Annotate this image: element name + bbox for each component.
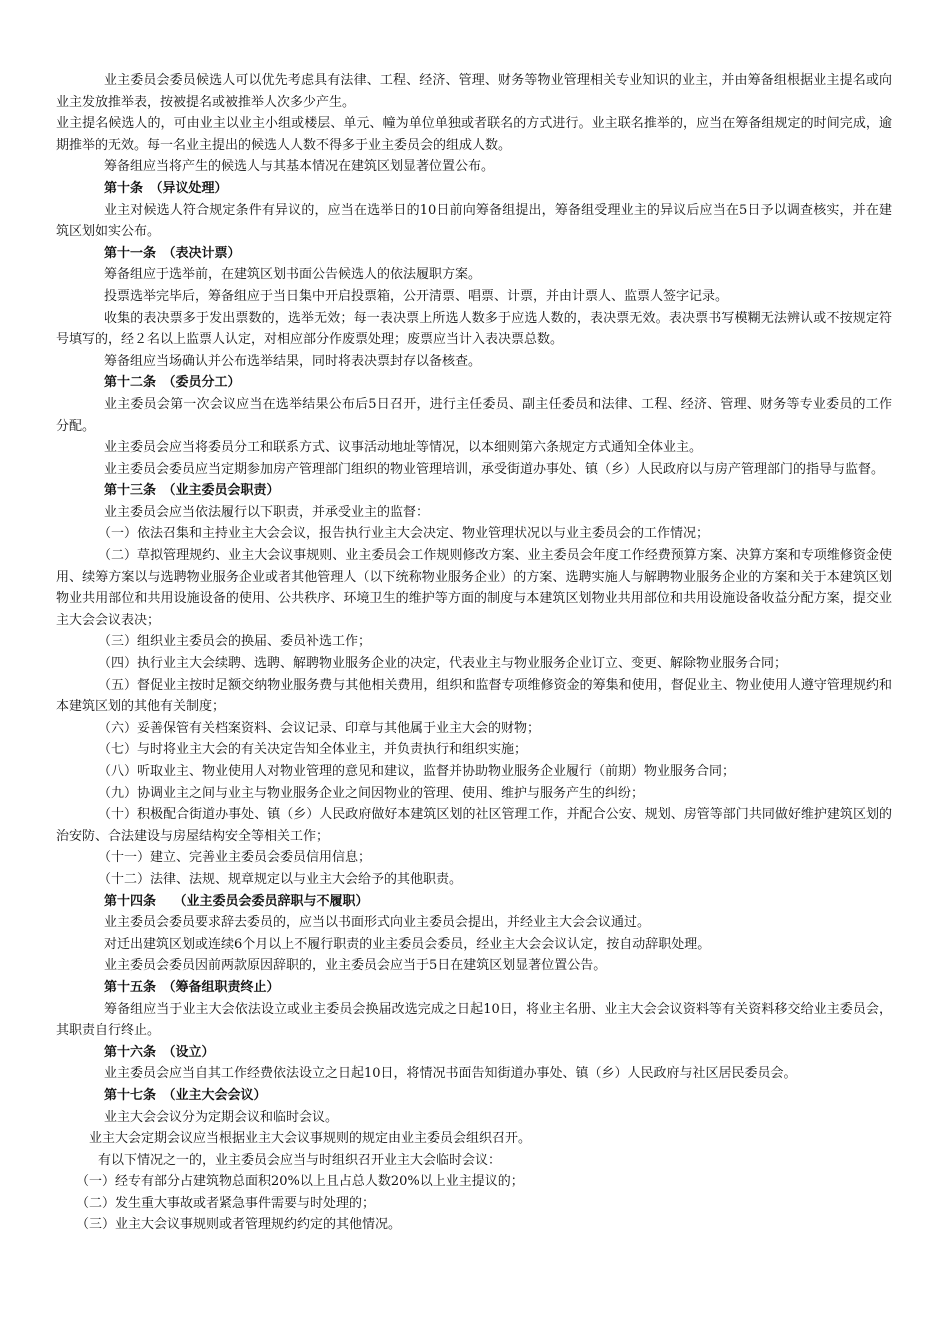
article-heading: 第十六条 （设立） [104,1044,215,1060]
body-paragraph: （六）妥善保管有关档案资料、会议记录、印章与其他属于业主大会的财物； [98,720,541,736]
body-paragraph: （十）积极配合街道办事处、镇（乡）人民政府做好本建筑区划的社区管理工作，并配合公安、规划、房管等部门共同做好维护建筑区划的治安防、合法建设与房屋结构安全等相关工作； [56,807,892,844]
body-paragraph: 业主委员会委员因前两款原因辞职的，业主委员会应当于5日在建筑区划显著位置公告。 [104,958,607,974]
body-paragraph: 业主委员会应当将委员分工和联系方式、议事活动地址等情况，以本细则第六条规定方式通知全体业主。 [104,440,703,456]
body-paragraph: 业主委员会应当依法履行以下职责，并承受业主的监督： [104,504,430,520]
article-heading: 第十二条 （委员分工） [104,375,241,391]
body-paragraph: 业主委员会委员候选人可以优先考虑具有法律、工程、经济、管理、财务等物业管理相关专业知识的业主，并由筹备组根据业主提名或向业主发放推举表，按被提名或被推举人次多少产生。 [56,73,892,110]
body-paragraph: 筹备组应当将产生的候选人与其基本情况在建筑区划显著位置公布。 [104,159,495,175]
body-paragraph: （九）协调业主之间与业主与物业服务企业之间因物业的管理、使用、维护与服务产生的纠纷； [98,785,645,801]
article-heading: 第十一条 （表决计票） [104,245,241,261]
body-paragraph: （一）经专有部分占建筑物总面积20%以上且占总人数20%以上业主提议的； [76,1174,524,1190]
body-paragraph: 收集的表决票多于发出票数的，选举无效；每一表决票上所选人数多于应选人数的，表决票无效。表决票书写模糊无法辨认或不按规定符号填写的，经２名以上监票人认定，对相应部分作废票处理；废票应当计入表决票总数。 [56,310,892,348]
body-paragraph: （七）与时将业主大会的有关决定告知全体业主，并负责执行和组织实施； [98,742,528,758]
body-paragraph: （一）依法召集和主持业主大会会议，报告执行业主大会决定、物业管理状况以与业主委员会的工作情况； [98,526,710,542]
body-paragraph: （四）执行业主大会续聘、选聘、解聘物业服务企业的决定，代表业主与物业服务企业订立、变更、解除物业服务合同； [98,656,788,672]
body-paragraph: （十二）法律、法规、规章规定以与业主大会给予的其他职责。 [98,871,463,887]
article-heading: 第十七条 （业主大会会议） [104,1087,267,1103]
body-paragraph: 有以下情况之一的，业主委员会应当与时组织召开业主大会临时会议： [98,1152,502,1168]
body-paragraph: 业主大会定期会议应当根据业主大会议事规则的规定由业主委员会组织召开。 [89,1131,532,1147]
body-paragraph: 业主大会会议分为定期会议和临时会议。 [104,1109,339,1125]
body-paragraph: 筹备组应当于业主大会依法设立或业主委员会换届改选完成之日起10日，将业主名册、业主大会会议资料等有关资料移交给业主委员会，其职责自行终止。 [56,1001,892,1039]
body-paragraph: （八）听取业主、物业使用人对物业管理的意见和建议，监督并协助物业服务企业履行（前期）物业服务合同； [98,764,736,779]
body-paragraph: 筹备组应于选举前，在建筑区划书面公告候选人的依法履职方案。 [104,267,482,283]
article-heading: 第十四条 （业主委员会委员辞职与不履职） [104,893,369,909]
article-heading: 第十条 （异议处理） [104,180,228,196]
article-heading: 第十三条 （业主委员会职责） [104,483,280,499]
body-paragraph: （二）草拟管理规约、业主大会议事规则、业主委员会工作规则修改方案、业主委员会年度工作经费预算方案、决算方案和专项维修资金使用、续筹方案以与选聘物业服务企业或者其他管理人（以下统称物业服务企业）的方案、选聘实施人与解聘物业服务企业的方案和关于本建筑区划物业共用部位和共用设施设备的使用、公共秩序、环境卫生的维护等方面的制度与本建筑区划物业共用部位和共用设施设备收益分配方案，提交业主大会会议表决； [56,548,892,628]
body-paragraph: （三）业主大会议事规则或者管理规约约定的其他情况。 [76,1217,402,1233]
body-paragraph: 业主对候选人符合规定条件有异议的，应当在选举日的10日前向筹备组提出，筹备组受理业主的异议后应当在5日予以调查核实，并在建筑区划如实公布。 [56,202,892,240]
article-heading: 第十五条 （筹备组职责终止） [104,979,280,995]
body-paragraph: 筹备组应当场确认并公布选举结果，同时将表决票封存以备核查。 [104,353,482,369]
body-paragraph: 业主委员会应当自其工作经费依法设立之日起10日，将情况书面告知街道办事处、镇（乡）人民政府与社区居民委员会。 [104,1066,797,1082]
body-paragraph: （三）组织业主委员会的换届、委员补选工作； [98,634,372,650]
body-paragraph: 投票选举完毕后，筹备组应于当日集中开启投票箱，公开清票、唱票、计票，并由计票人、监票人签字记录。 [104,288,729,304]
body-paragraph: （五）督促业主按时足额交纳物业服务费与其他相关费用，组织和监督专项维修资金的筹集和使用，督促业主、物业使用人遵守管理规约和本建筑区划的其他有关制度； [56,677,892,715]
body-paragraph: 业主委员会委员应当定期参加房产管理部门组织的物业管理培训，承受街道办事处、镇（乡）人民政府以与房产管理部门的指导与监督。 [104,461,885,477]
body-paragraph: （二）发生重大事故或者紧急事件需要与时处理的； [76,1195,376,1211]
body-paragraph: （十一）建立、完善业主委员会委员信用信息； [98,850,372,866]
body-paragraph: 业主委员会第一次会议应当在选举结果公布后5日召开，进行主任委员、副主任委员和法律、工程、经济、管理、财务等专业委员的工作分配。 [56,396,892,434]
body-paragraph: 业主委员会委员要求辞去委员的，应当以书面形式向业主委员会提出，并经业主大会会议通过。 [104,915,651,931]
body-paragraph: 对迁出建筑区划或连续6个月以上不履行职责的业主委员会委员，经业主大会会议认定，按自动辞职处理。 [104,936,711,952]
body-paragraph: 业主提名候选人的，可由业主以业主小组或楼层、单元、幢为单位单独或者联名的方式进行。业主联名推举的，应当在筹备组规定的时间完成，逾期推举的无效。每一名业主提出的候选人人数不得多于业主委员会的组成人数。 [56,116,892,153]
